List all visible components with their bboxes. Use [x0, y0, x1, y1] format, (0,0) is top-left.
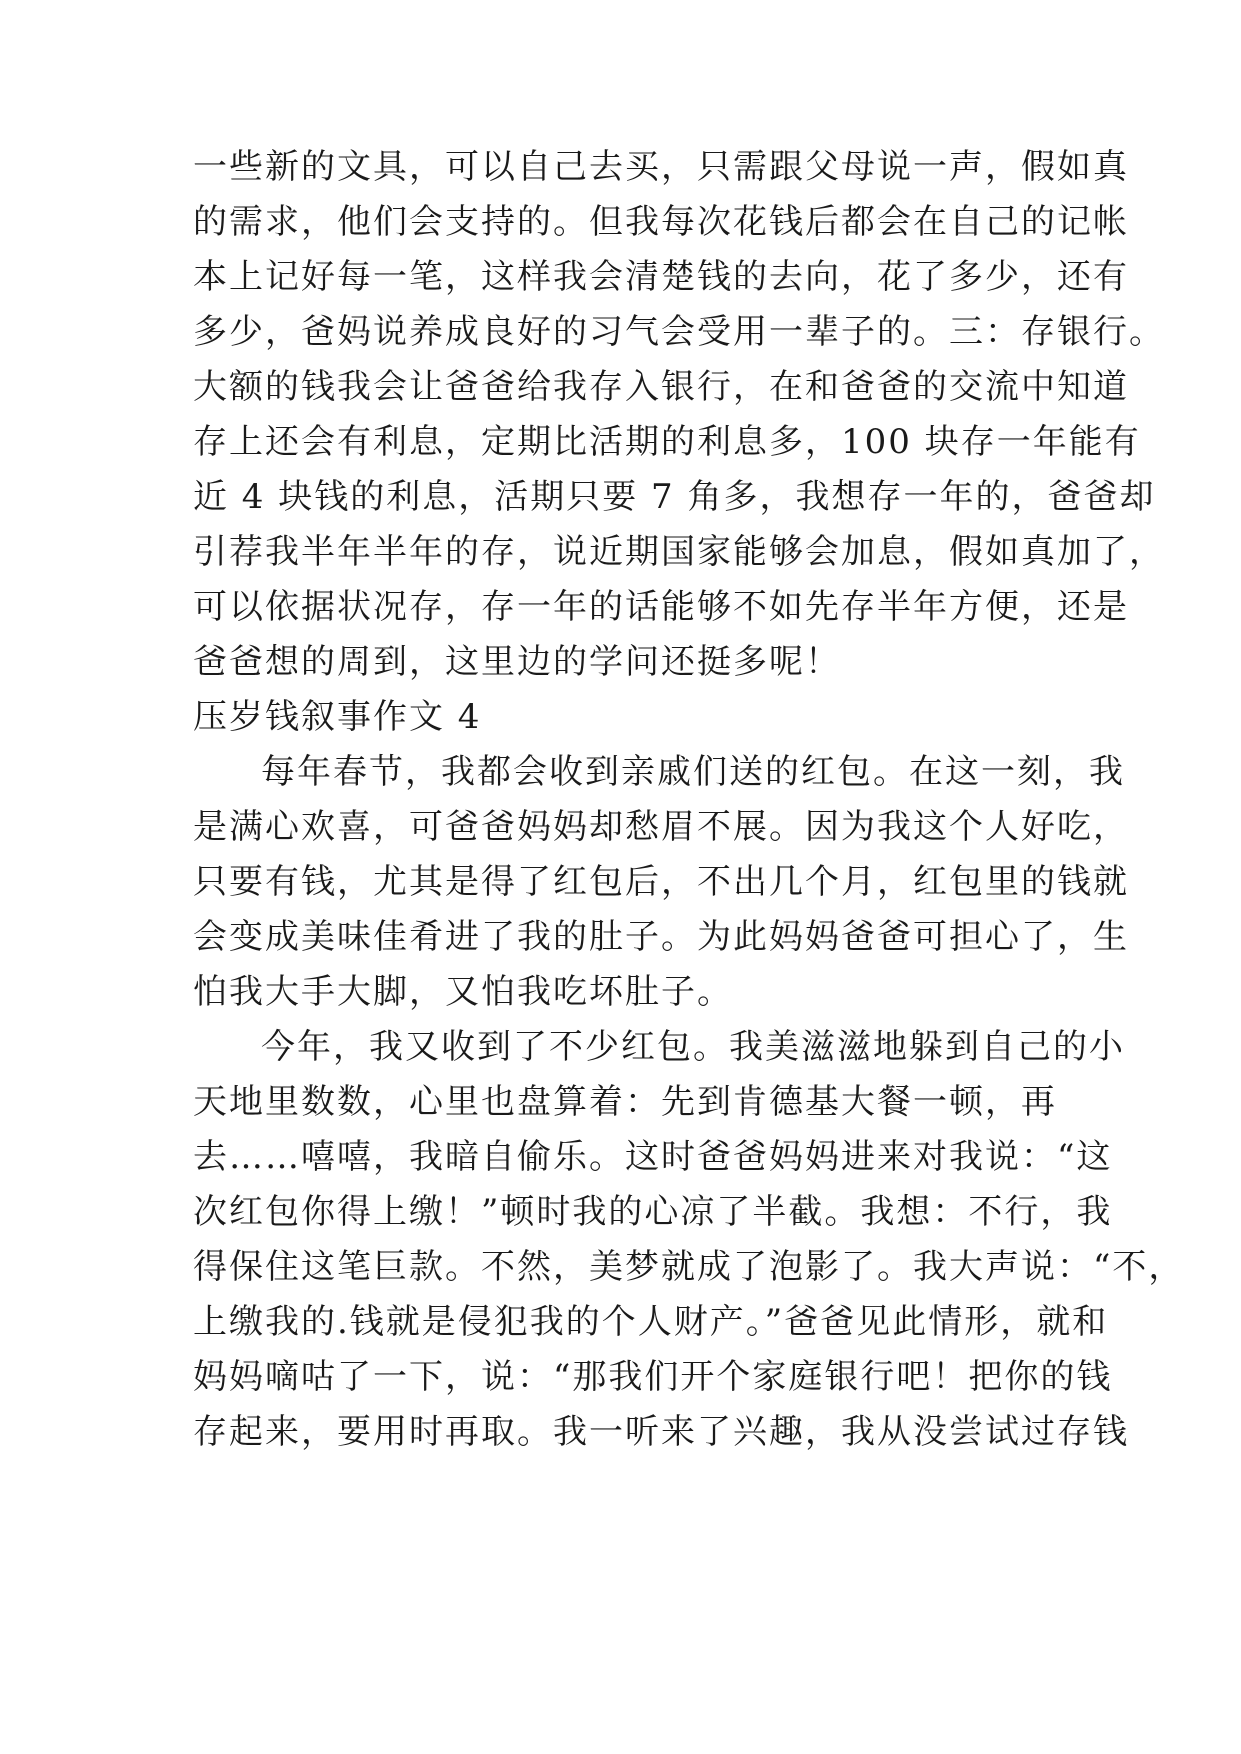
text-line: 爸爸想的周到，这里边的学问还挺多呢！	[193, 642, 841, 682]
text-line: 存起来，要用时再取。我一听来了兴趣，我从没尝试过存钱	[193, 1412, 1129, 1452]
paragraph-1	[193, 745, 1129, 1020]
text-line: 只要有钱，尤其是得了红包后，不出几个月，红包里的钱就	[193, 862, 1129, 902]
text-line: 去……嘻嘻，我暗自偷乐。这时爸爸妈妈进来对我说：“这	[193, 1137, 1113, 1177]
text-line: 天地里数数，心里也盘算着：先到肯德基大餐一顿，再	[193, 1082, 1057, 1122]
text-line: 近 4 块钱的利息，活期只要 7 角多，我想存一年的，爸爸却	[193, 477, 1156, 517]
text-line: 存上还会有利息，定期比活期的利息多，100 块存一年能有	[193, 422, 1141, 462]
text-line: 每年春节，我都会收到亲戚们送的红包。在这一刻，我	[261, 752, 1125, 792]
document-page	[193, 140, 1185, 1460]
text-line: 会变成美味佳肴进了我的肚子。为此妈妈爸爸可担心了，生	[193, 917, 1129, 957]
text-line: 一些新的文具，可以自己去买，只需跟父母说一声，假如真	[193, 147, 1129, 187]
text-line: 的需求，他们会支持的。但我每次花钱后都会在自己的记帐	[193, 202, 1129, 242]
paragraph-2	[193, 1020, 1185, 1460]
text-line: 今年，我又收到了不少红包。我美滋滋地躲到自己的小	[261, 1027, 1125, 1067]
text-line: 妈妈嘀咕了一下，说：“那我们开个家庭银行吧！把你的钱	[193, 1357, 1113, 1397]
text-line: 大额的钱我会让爸爸给我存入银行，在和爸爸的交流中知道	[193, 367, 1129, 407]
text-line: 次红包你得上缴！”顿时我的心凉了半截。我想：不行，我	[193, 1192, 1113, 1232]
text-line: 引荐我半年半年的存，说近期国家能够会加息，假如真加了，	[193, 532, 1165, 572]
section-heading: 压岁钱叙事作文 4	[193, 697, 482, 737]
text-line: 是满心欢喜，可爸爸妈妈却愁眉不展。因为我这个人好吃，	[193, 807, 1129, 847]
text-line: 上缴我的.钱就是侵犯我的个人财产。”爸爸见此情形，就和	[193, 1302, 1109, 1342]
section-a	[193, 140, 1165, 690]
text-line: 可以依据状况存，存一年的话能够不如先存半年方便，还是	[193, 587, 1129, 627]
text-line: 得保住这笔巨款。不然，美梦就成了泡影了。我大声说：“不，	[193, 1247, 1185, 1287]
text-line: 怕我大手大脚，又怕我吃坏肚子。	[193, 972, 733, 1012]
text-line: 本上记好每一笔，这样我会清楚钱的去向，花了多少，还有	[193, 257, 1129, 297]
text-line: 多少，爸妈说养成良好的习气会受用一辈子的。三：存银行。	[193, 312, 1165, 352]
